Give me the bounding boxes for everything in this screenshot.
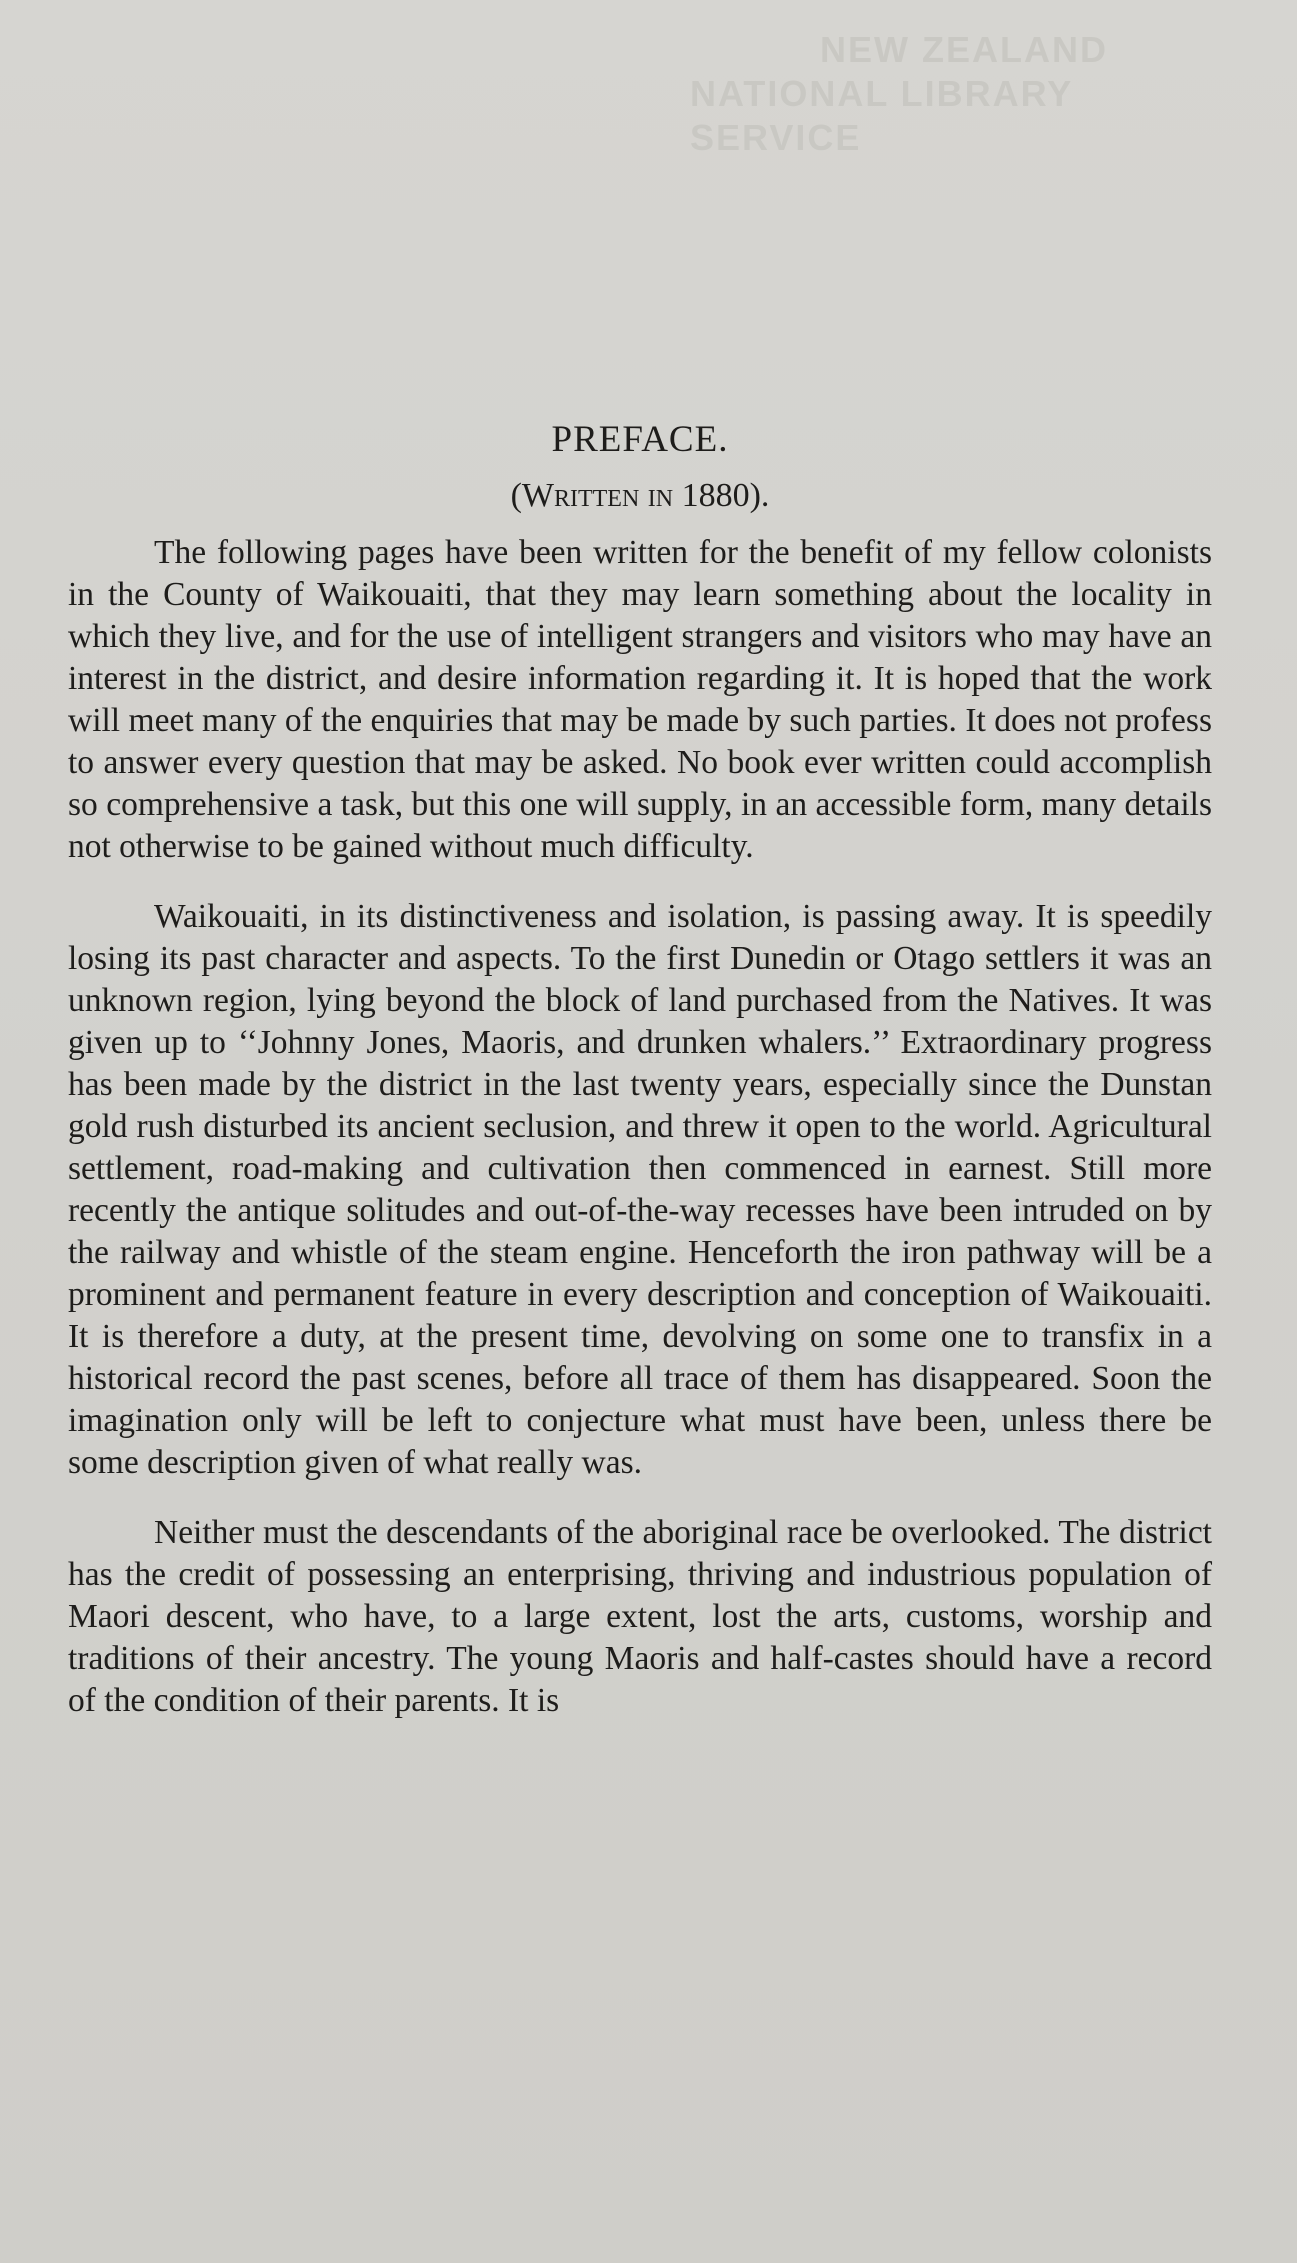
preface-heading: PREFACE. xyxy=(551,419,729,460)
page-content xyxy=(68,412,1212,1750)
watermark-line-2: NATIONAL LIBRARY SERVICE xyxy=(690,73,1073,158)
watermark-line-1: NEW ZEALAND xyxy=(820,29,1108,70)
paragraph-3: Neither must the descendants of the aboriginal race be overlooked. The district has the credit of possessing an enterprising, thriving and industrious population of Maori descent, who have, to a large extent, lost the arts, customs, worship and traditions of their ancestry. The young Maoris and half-castes should have a record of the condition of their parents. It is xyxy=(68,1514,1212,1719)
paragraph-2: Waikouaiti, in its distinctiveness and isolation, is passing away. It is speedily losing its past character and aspects. To the first Dunedin or Otago settlers it was an unknown region, lying beyond the block of land purchased from the Natives. It was given up to ‘‘Johnny Jones, Maoris, and drunken whalers.’’ Extraordinary progress has been made by the district in the last twenty years, especially since the Dunstan gold rush disturbed its ancient seclusion, and threw it open to the world. Agricultural settlement, road-making and cultivation then commenced in earnest. Still more recently the antique solitudes and out-of-the-way recesses have been intruded on by the railway and whistle of the steam engine. Henceforth the iron pathway will be a prominent and permanent feature in every description and conception of Waikouaiti. It is therefore a duty, at the present time, devolving on some one to transfix in a historical record the past scenes, before all trace of them has disappeared. Soon the imagination only will be left to conjecture what must have been, unless there be some description given of what really was. xyxy=(68,898,1212,1481)
preface-subheading: (Written in 1880). xyxy=(510,477,770,514)
paragraph-1: The following pages have been written for the benefit of my fellow colonists in the County of Waikouaiti, that they may learn something about the locality in which they live, and for the use of intelligent strangers and visitors who may have an interest in the district, and desire information regarding it. It is hoped that the work will meet many of the enquiries that may be made by such parties. It does not profess to answer every question that may be asked. No book ever written could accomplish so comprehensive a task, but this one will supply, in an accessible form, many details not otherwise to be gained without much difficulty. xyxy=(68,534,1212,865)
library-watermark-stamp xyxy=(690,28,1250,160)
